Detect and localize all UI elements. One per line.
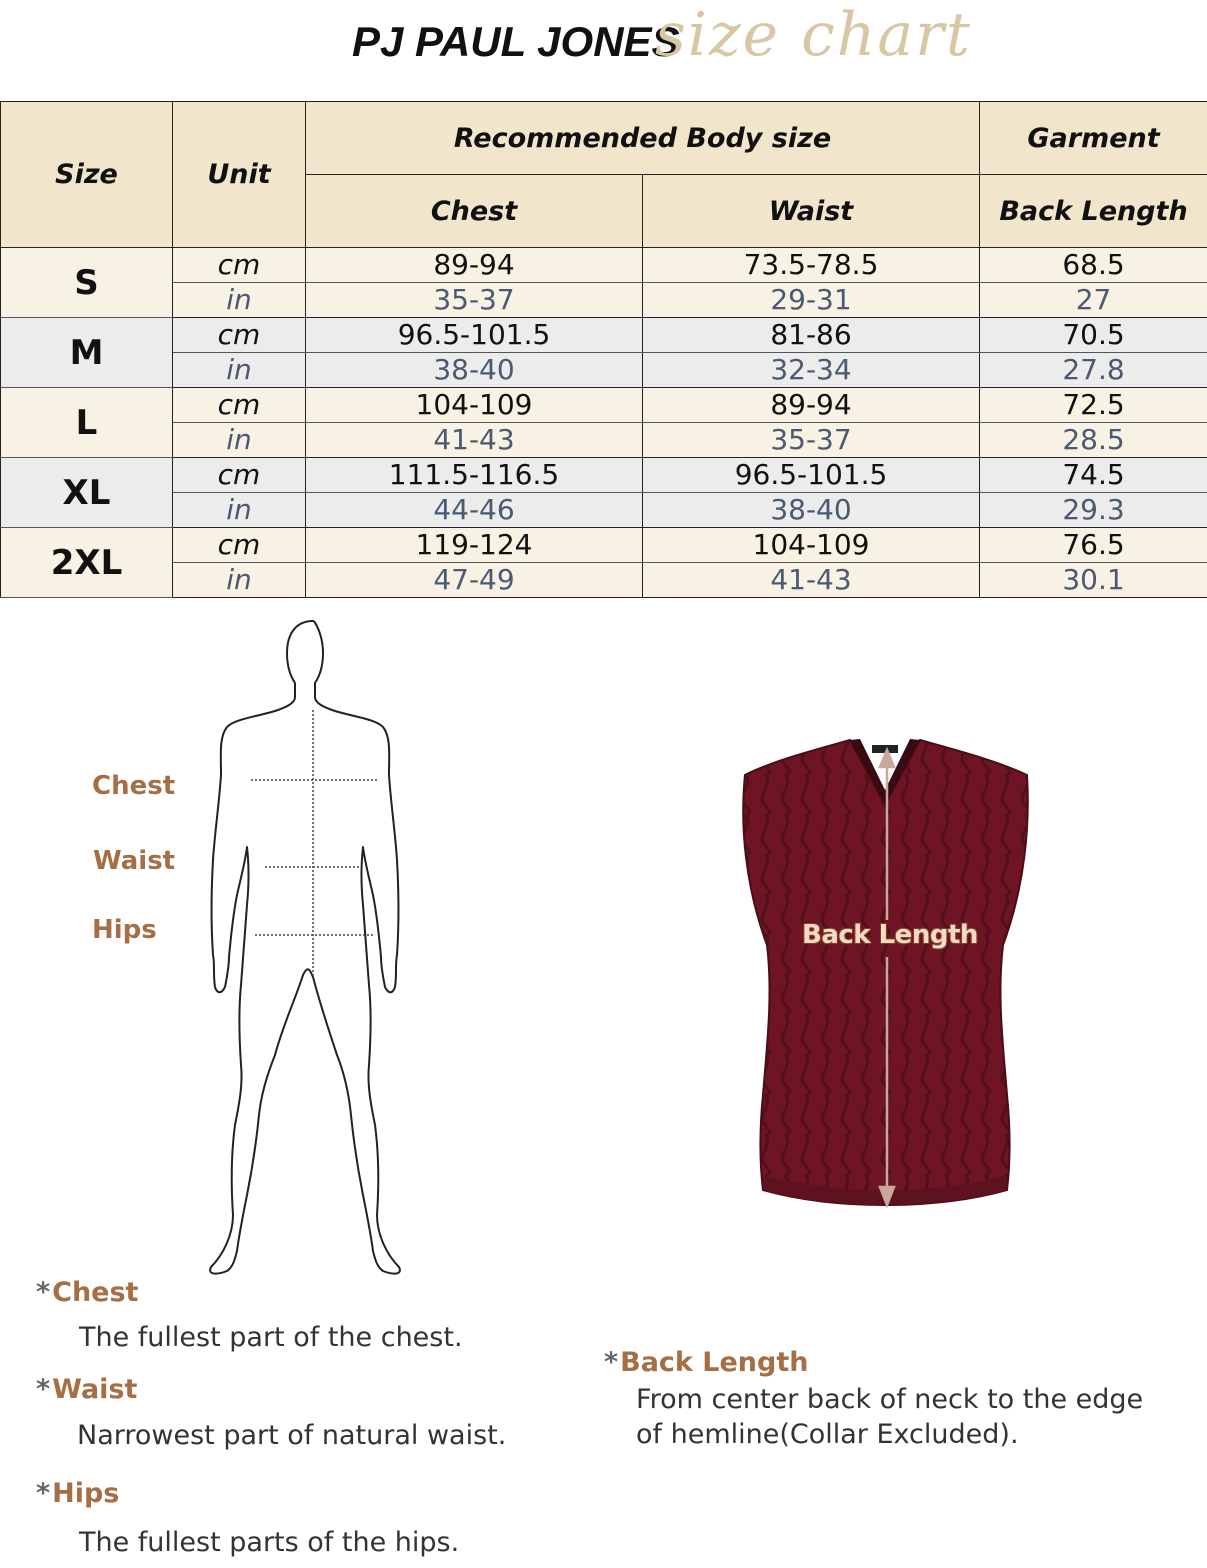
back-length-cell: 76.5 <box>980 528 1207 563</box>
note-hips-text: The fullest parts of the hips. <box>79 1527 460 1558</box>
size-cell: 2XL <box>1 528 173 598</box>
asterisk-icon: * <box>36 1478 51 1509</box>
header-back-length: Back Length <box>980 175 1207 248</box>
back-length-cell: 68.5 <box>980 248 1207 283</box>
asterisk-icon: * <box>36 1277 51 1308</box>
note-chest-title <box>36 1277 138 1308</box>
chest-cell: 96.5-101.5 <box>306 318 643 353</box>
unit-cell: in <box>173 353 306 388</box>
note-title-text: Chest <box>52 1277 139 1308</box>
unit-cell: in <box>173 493 306 528</box>
chest-cell: 89-94 <box>306 248 643 283</box>
waist-cell: 32-34 <box>643 353 980 388</box>
header-unit: Unit <box>173 102 306 248</box>
back-length-cell: 29.3 <box>980 493 1207 528</box>
waist-cell: 73.5-78.5 <box>643 248 980 283</box>
header <box>0 0 1207 100</box>
note-back-length-text-1: From center back of neck to the edge <box>636 1384 1144 1415</box>
chest-cell: 41-43 <box>306 423 643 458</box>
back-length-cell: 27.8 <box>980 353 1207 388</box>
chest-cell: 35-37 <box>306 283 643 318</box>
note-back-length-title <box>604 1347 808 1378</box>
table-row <box>1 283 1207 318</box>
table-row <box>1 563 1207 598</box>
unit-cell: cm <box>173 458 306 493</box>
header-recommended-body-size: Recommended Body size <box>306 102 980 175</box>
waist-cell: 104-109 <box>643 528 980 563</box>
waist-cell: 81-86 <box>643 318 980 353</box>
asterisk-icon: * <box>36 1374 51 1405</box>
waist-cell: 96.5-101.5 <box>643 458 980 493</box>
unit-cell: in <box>173 563 306 598</box>
back-length-cell: 27 <box>980 283 1207 318</box>
chest-cell: 104-109 <box>306 388 643 423</box>
unit-cell: in <box>173 283 306 318</box>
table-row <box>1 388 1207 423</box>
note-chest-text: The fullest part of the chest. <box>79 1322 463 1353</box>
note-waist-title <box>36 1374 137 1405</box>
unit-cell: in <box>173 423 306 458</box>
unit-cell: cm <box>173 318 306 353</box>
header-chest: Chest <box>306 175 643 248</box>
size-cell: XL <box>1 458 173 528</box>
note-waist-text: Narrowest part of natural waist. <box>77 1420 507 1451</box>
note-back-length-text-2: of hemline(Collar Excluded). <box>636 1419 1019 1450</box>
back-length-cell: 72.5 <box>980 388 1207 423</box>
back-length-cell: 30.1 <box>980 563 1207 598</box>
size-cell: M <box>1 318 173 388</box>
chest-cell: 119-124 <box>306 528 643 563</box>
header-waist: Waist <box>643 175 980 248</box>
waist-cell: 35-37 <box>643 423 980 458</box>
back-length-cell: 74.5 <box>980 458 1207 493</box>
hips-label: Hips <box>92 915 157 945</box>
waist-cell: 89-94 <box>643 388 980 423</box>
size-table <box>0 101 1207 598</box>
note-hips-title <box>36 1478 119 1509</box>
table-row <box>1 248 1207 283</box>
size-chart-script-title: size chart <box>655 0 972 70</box>
table-row <box>1 458 1207 493</box>
unit-cell: cm <box>173 248 306 283</box>
header-size: Size <box>1 102 173 248</box>
chest-cell: 38-40 <box>306 353 643 388</box>
size-cell: S <box>1 248 173 318</box>
back-length-cell: 28.5 <box>980 423 1207 458</box>
waist-label: Waist <box>93 846 176 876</box>
back-length-overlay-label: Back Length <box>802 920 978 950</box>
back-length-cell: 70.5 <box>980 318 1207 353</box>
table-row <box>1 528 1207 563</box>
brand-name: PJ PAUL JONES <box>352 18 680 65</box>
waist-cell: 38-40 <box>643 493 980 528</box>
table-row <box>1 423 1207 458</box>
note-title-text: Waist <box>52 1374 138 1405</box>
chest-label: Chest <box>92 771 176 801</box>
body-outline-illustration <box>195 615 435 1280</box>
asterisk-icon: * <box>604 1347 619 1378</box>
waist-cell: 41-43 <box>643 563 980 598</box>
table-row <box>1 318 1207 353</box>
table-row <box>1 353 1207 388</box>
chest-cell: 111.5-116.5 <box>306 458 643 493</box>
unit-cell: cm <box>173 528 306 563</box>
waist-cell: 29-31 <box>643 283 980 318</box>
size-cell: L <box>1 388 173 458</box>
note-title-text: Back Length <box>620 1347 809 1378</box>
vest-illustration <box>735 735 1035 1210</box>
unit-cell: cm <box>173 388 306 423</box>
note-title-text: Hips <box>52 1478 120 1509</box>
header-garment: Garment <box>980 102 1207 175</box>
chest-cell: 47-49 <box>306 563 643 598</box>
chest-cell: 44-46 <box>306 493 643 528</box>
table-row <box>1 493 1207 528</box>
